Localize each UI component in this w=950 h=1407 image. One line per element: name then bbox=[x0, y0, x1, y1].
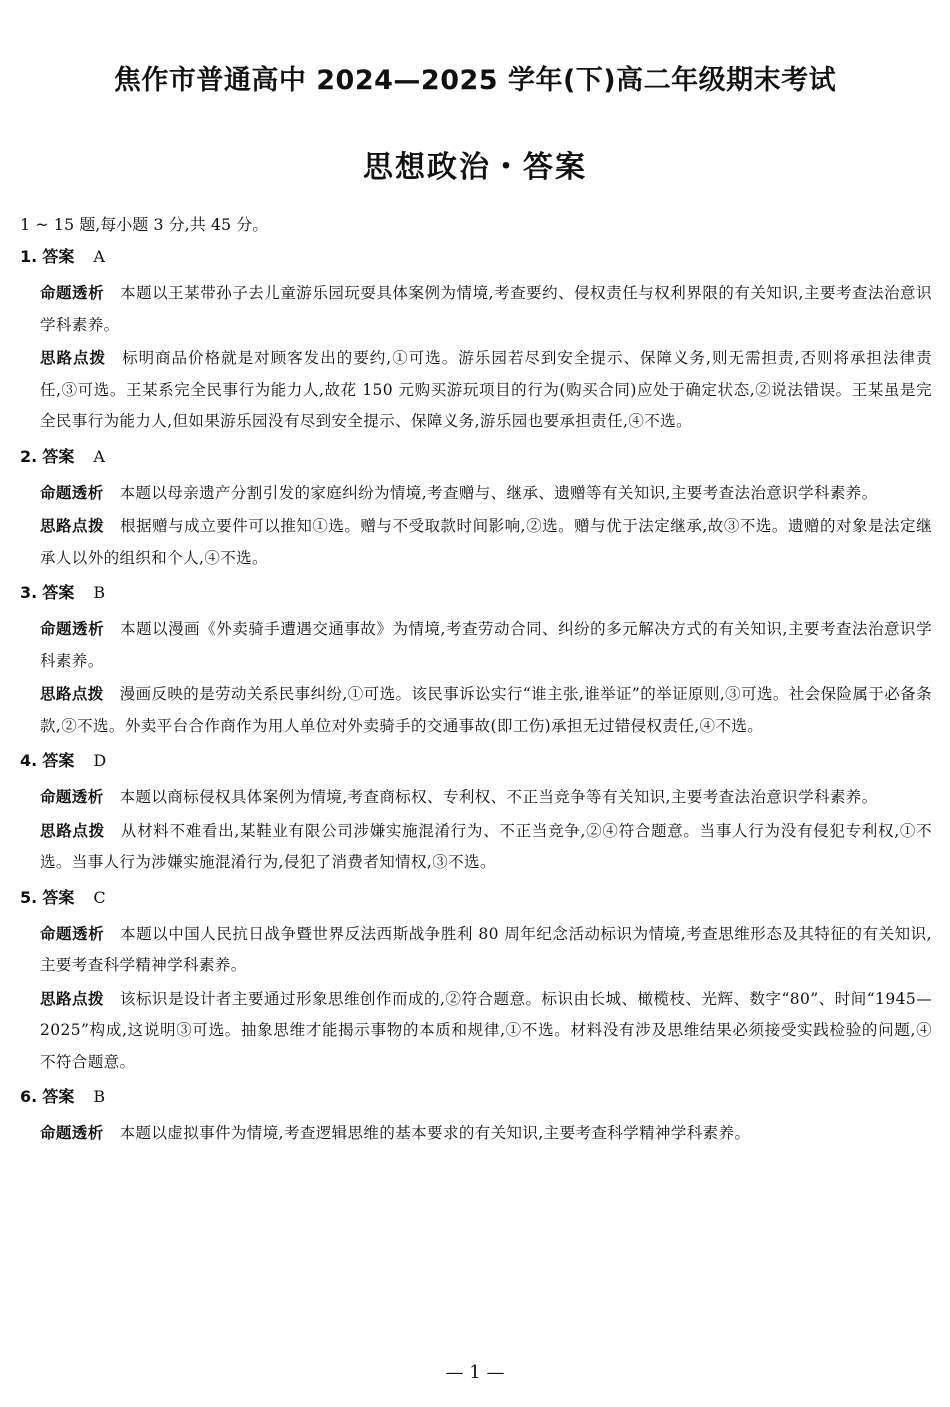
question-header bbox=[20, 444, 932, 470]
analysis-label: 命题透析 bbox=[40, 620, 105, 638]
question-number: 1. bbox=[20, 247, 38, 266]
answer-value: C bbox=[93, 887, 106, 907]
analysis-paragraph bbox=[40, 614, 932, 677]
hint-paragraph bbox=[40, 511, 932, 574]
answer-content bbox=[20, 212, 932, 1152]
subject-title: 思想政治・答案 bbox=[363, 150, 587, 185]
hint-text: 该标识是设计者主要通过形象思维创作而成的,②符合题意。标识由长城、橄榄枝、光辉、数字“80”、时间“1945—2025”构成,这说明③可选。抽象思维才能揭示事物的本质和规律,①不选。材料没有涉及思维结果必须接受实践检验的问题,④不符合题意。 bbox=[40, 989, 933, 1071]
scoring-intro: 1 ~ 15 题,每小题 3 分,共 45 分。 bbox=[20, 215, 269, 234]
analysis-text: 本题以虚拟事件为情境,考查逻辑思维的基本要求的有关知识,主要考查科学精神学科素养。 bbox=[119, 1124, 751, 1142]
question-4 bbox=[20, 748, 932, 879]
hint-label: 思路点拨 bbox=[40, 989, 105, 1008]
analysis-paragraph bbox=[40, 278, 932, 341]
analysis-paragraph bbox=[40, 919, 932, 982]
answer-value: A bbox=[93, 446, 105, 466]
hint-text: 漫画反映的是劳动关系民事纠纷,①可选。该民事诉讼实行“谁主张,谁举证”的举证原则,③可选。社会保险属于必备条款,②不选。外卖平台合作商作为用人单位对外卖骑手的交通事故(即工伤)承担无过错侵权责任,④不选。 bbox=[40, 685, 932, 735]
question-header bbox=[20, 885, 932, 911]
answer-value: A bbox=[93, 247, 105, 266]
answer-label: 答案 bbox=[42, 446, 75, 466]
hint-paragraph bbox=[40, 984, 932, 1079]
question-6 bbox=[20, 1084, 932, 1150]
hint-label: 思路点拨 bbox=[40, 517, 105, 535]
question-header bbox=[20, 244, 932, 270]
analysis-text: 本题以中国人民抗日战争暨世界反法西斯战争胜利 80 周年纪念活动标识为情境,考查思维形态及其特征的有关知识,主要考查科学精神学科素养。 bbox=[40, 924, 932, 974]
question-number: 3. bbox=[20, 583, 38, 602]
answer-label: 答案 bbox=[42, 887, 75, 907]
hint-paragraph bbox=[40, 679, 932, 742]
analysis-label: 命题透析 bbox=[40, 1124, 104, 1142]
page-number: — 1 — bbox=[445, 1362, 505, 1383]
answer-value: B bbox=[93, 1087, 106, 1106]
answer-label: 答案 bbox=[42, 583, 75, 602]
hint-text: 标明商品价格就是对顾客发出的要约,①可选。游乐园若尽到安全提示、保障义务,则无需担责,否则将承担法律责任,③可选。王某系完全民事行为能力人,故花 150 元购买游玩项目的行为(购买合同)应处于确定状态,②说法错误。王某虽是完全民事行为能力人,但如果游乐园没有尽到安全提示、保障义务,游乐园也要承担责任,④不选。 bbox=[40, 349, 932, 430]
analysis-text: 本题以漫画《外卖骑手遭遇交通事故》为情境,考查劳动合同、纠纷的多元解决方式的有关知识,主要考查法治意识学科素养。 bbox=[40, 620, 932, 670]
question-header bbox=[20, 580, 932, 606]
question-2 bbox=[20, 444, 932, 575]
answer-value: D bbox=[93, 751, 107, 770]
question-number: 6. bbox=[20, 1087, 38, 1106]
exam-title: 焦作市普通高中 2024—2025 学年(下)高二年级期末考试 bbox=[113, 65, 837, 96]
answer-label: 答案 bbox=[42, 751, 75, 770]
question-3 bbox=[20, 580, 932, 742]
answer-value: B bbox=[93, 583, 106, 602]
analysis-label: 命题透析 bbox=[40, 788, 104, 806]
question-header bbox=[20, 748, 932, 774]
question-5 bbox=[20, 885, 932, 1079]
question-number: 5. bbox=[20, 887, 38, 907]
hint-text: 根据赠与成立要件可以推知①选。赠与不受取款时间影响,②选。赠与优于法定继承,故③不选。遗赠的对象是法定继承人以外的组织和个人,④不选。 bbox=[40, 517, 932, 567]
question-header bbox=[20, 1084, 932, 1110]
hint-label: 思路点拨 bbox=[40, 685, 104, 703]
analysis-paragraph bbox=[40, 1118, 932, 1150]
hint-paragraph bbox=[40, 343, 932, 438]
hint-label: 思路点拨 bbox=[40, 821, 105, 840]
analysis-paragraph bbox=[40, 782, 932, 814]
answer-label: 答案 bbox=[42, 247, 75, 266]
question-number: 4. bbox=[20, 751, 38, 770]
analysis-text: 本题以母亲遗产分割引发的家庭纠纷为情境,考查赠与、继承、遗赠等有关知识,主要考查法治意识学科素养。 bbox=[119, 483, 878, 502]
analysis-label: 命题透析 bbox=[40, 284, 105, 302]
analysis-label: 命题透析 bbox=[40, 483, 104, 502]
analysis-text: 本题以王某带孙子去儿童游乐园玩耍具体案例为情境,考查要约、侵权责任与权利界限的有关知识,主要考查法治意识学科素养。 bbox=[40, 284, 932, 334]
hint-text: 从材料不难看出,某鞋业有限公司涉嫌实施混淆行为、不正当竞争,②④符合题意。当事人行为没有侵犯专利权,①不选。当事人行为涉嫌实施混淆行为,侵犯了消费者知情权,③不选。 bbox=[40, 821, 932, 871]
answer-label: 答案 bbox=[42, 1087, 75, 1106]
hint-label: 思路点拨 bbox=[40, 349, 107, 367]
analysis-label: 命题透析 bbox=[40, 924, 105, 943]
question-number: 2. bbox=[20, 446, 38, 466]
analysis-text: 本题以商标侵权具体案例为情境,考查商标权、专利权、不正当竞争等有关知识,主要考查法治意识学科素养。 bbox=[119, 788, 878, 806]
analysis-paragraph bbox=[40, 478, 932, 510]
question-1 bbox=[20, 244, 932, 438]
hint-paragraph bbox=[40, 816, 932, 879]
